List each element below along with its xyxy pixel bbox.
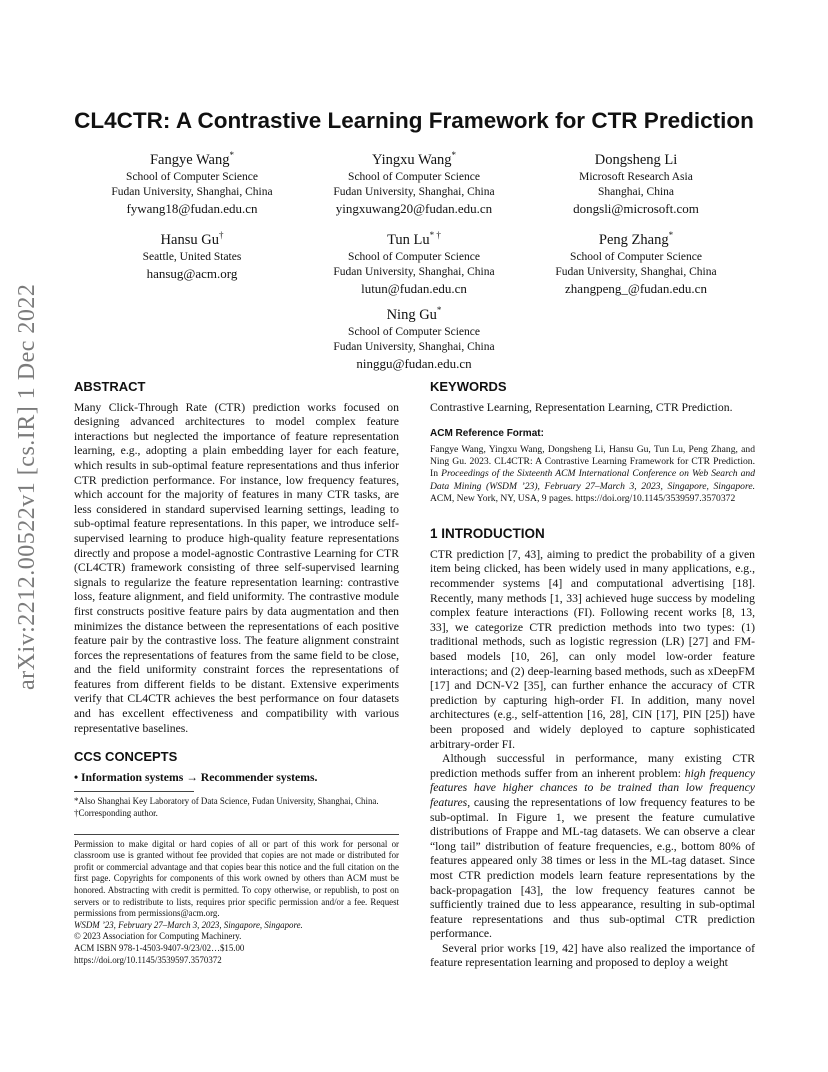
keywords-heading: KEYWORDS	[430, 379, 507, 394]
intro-paragraph-2	[430, 752, 755, 942]
author-mark: *	[668, 230, 674, 241]
paper-title: CL4CTR: A Contrastive Learning Framework for CTR Prediction	[74, 108, 754, 133]
author-name: Yingxu Wang	[371, 152, 452, 168]
author-affiliation: School of Computer Science	[570, 251, 702, 263]
author-block	[284, 230, 544, 297]
venue-line: WSDM ’23, February 27–March 3, 2023, Singapore, Singapore.	[74, 919, 303, 930]
author-affiliation: Fudan University, Shanghai, China	[333, 341, 495, 353]
acm-ref-heading: ACM Reference Format:	[430, 428, 544, 440]
author-email: yingxuwang20@fudan.edu.cn	[335, 201, 493, 216]
author-block	[506, 230, 766, 297]
author-block	[62, 230, 322, 282]
intro-p2-end: , causing the representations of low frequency features to be sub-optimal. In Figure 1, we present the feature cumulative distributions of Frappe and ML-tag datasets. We can observe a clear “long tail” distribution of feature frequencies, e.g., bottom 80% of features appeared only 38 times or less in the ML-tag dataset. Since most CTR prediction models learn feature representations by the back-propagation [43], the low frequency features cannot be sufficiently trained due to less appearance, resulting in sub-optimal feature representations and thus sub-optimal CTR prediction performance.	[430, 795, 755, 941]
author-mark: *	[451, 150, 457, 161]
author-email: ninggu@fudan.edu.cn	[356, 356, 472, 371]
author-affiliation: School of Computer Science	[348, 326, 480, 338]
author-name: Ning Gu	[386, 307, 437, 323]
author-email: fywang18@fudan.edu.cn	[126, 201, 258, 216]
author-mark: †	[218, 230, 224, 241]
author-affiliation: Fudan University, Shanghai, China	[333, 266, 495, 278]
author-name: Tun Lu	[387, 232, 430, 248]
author-email: dongsli@microsoft.com	[573, 201, 699, 216]
author-mark: *	[436, 305, 442, 316]
intro-p2-start: Although successful in performance, many existing CTR prediction methods suffer from an inherent problem:	[430, 752, 755, 780]
author-name: Fangye Wang	[149, 152, 230, 168]
ccs-text: • Information systems → Recommender systems.	[74, 770, 318, 784]
author-affiliation: School of Computer Science	[126, 171, 258, 183]
acm-ref-authors: Fangye Wang, Yingxu Wang, Dongsheng Li, Hansu Gu, Tun Lu, Peng Zhang, and Ning Gu. 2023. CL4CTR: A Contrastive Learning Framework for CTR Prediction. In	[430, 443, 755, 480]
left-column	[74, 380, 399, 966]
intro-p2-emphasis: high frequency features have higher chances to be trained than low frequency features	[430, 766, 755, 809]
author-email: zhangpeng_@fudan.edu.cn	[565, 281, 707, 296]
permission-notice: Permission to make digital or hard copies of all or part of this work for personal or classroom use is granted without fee provided that copies are not made or distributed for profit or commercial advantage and that copies bear this notice and the full citation on the first page. Copyrights for components of this work owned by others than ACM must be honored. Abstracting with credit is permitted. To copy otherwise, or republish, to post on servers or to redistribute to lists, requires prior specific permission and/or a fee. Request permissions from permissions@acm.org.	[74, 838, 399, 919]
author-block	[62, 150, 322, 217]
author-mark: *	[229, 150, 234, 161]
footnote-corresponding: †Corresponding author.	[74, 808, 158, 819]
acm-ref-text	[430, 444, 755, 505]
author-affiliation: Seattle, United States	[142, 251, 242, 263]
author-email: lutun@fudan.edu.cn	[361, 281, 467, 296]
copyright-line: © 2023 Association for Computing Machinery.	[74, 931, 242, 942]
right-column	[430, 380, 755, 971]
keywords-text: Contrastive Learning, Representation Learning, CTR Prediction.	[430, 400, 733, 414]
author-affiliation: Microsoft Research Asia	[579, 171, 693, 183]
author-block	[506, 150, 766, 217]
author-email: hansug@acm.org	[146, 266, 238, 281]
author-mark: * †	[429, 230, 441, 241]
ccs-heading: CCS CONCEPTS	[74, 749, 178, 765]
intro-paragraph-3: Several prior works [19, 42] have also realized the importance of feature representation learning and proposed to deploy a weight	[430, 941, 755, 970]
author-name: Dongsheng Li	[594, 152, 678, 168]
permission-divider	[74, 834, 399, 835]
author-affiliation: Fudan University, Shanghai, China	[111, 186, 273, 198]
abstract-text: Many Click-Through Rate (CTR) prediction works focused on designing advanced architectures to model complex feature interactions but neglected the importance of feature representation learning, e.g., adopting a plain embedding layer for each feature, which results in sub-optimal feature representations and thus inferior CTR prediction performance. For instance, low frequency features, which account for the majority of features in many CTR tasks, are less considered in standard supervised learning settings, leading to sub-optimal feature representations. In this paper, we introduce self-supervised learning to produce high-quality feature representations directly and propose a model-agnostic Contrastive Learning for CTR (CL4CTR) framework consisting of three self-supervised learning signals to regularize the feature representation learning: contrastive loss, feature alignment, and field uniformity. The contrastive module first constructs positive feature pairs by data augmentation and then minimizes the distance between the representations of each positive feature pair by the contrastive loss. The feature alignment constraint forces the representations of features from the same field to be close, and the field uniformity constraint forces the representations of features from different fields to be distant. Extensive experiments verify that CL4CTR achieves the best performance on four datasets and has excellent effectiveness and compatibility with various representative baselines.	[74, 400, 399, 735]
author-affiliation: Shanghai, China	[597, 186, 675, 198]
footnote-divider	[74, 791, 194, 792]
author-affiliation: School of Computer Science	[348, 251, 480, 263]
doi-link[interactable]: https://doi.org/10.1145/3539597.3570372	[74, 954, 222, 965]
footnote-affiliation: *Also Shanghai Key Laboratory of Data Science, Fudan University, Shanghai, China.	[74, 796, 379, 807]
author-affiliation: Fudan University, Shanghai, China	[333, 186, 495, 198]
author-block	[284, 150, 544, 217]
author-affiliation: Fudan University, Shanghai, China	[555, 266, 717, 278]
intro-paragraph-1: CTR prediction [7, 43], aiming to predict the probability of a given item being clicked, has been widely used in many applications, e.g., recommender systems [4] and computational advertising [18]. Recently, many methods [1, 33] achieved huge success by modeling complex feature interactions (FI). Following recent works [8, 13, 33], we categorize CTR prediction methods into two types: (1) traditional methods, such as logistic regression (LR) [27] and FM-based models [10, 26], can only model low-order feature interactions; and (2) deep-learning based methods, such as xDeepFM [17] and DCN-V2 [35], can further enhance the accuracy of CTR prediction by capturing high-order FI. In addition, many novel architectures (e.g., self-attention [16, 28], CIN [17], PIN [25]) have been proposed and widely deployed to capture sophisticated arbitrary-order FI.	[430, 547, 755, 751]
author-name: Peng Zhang	[598, 232, 669, 248]
introduction-heading: 1 INTRODUCTION	[430, 526, 545, 542]
abstract-heading: ABSTRACT	[74, 379, 146, 394]
acm-ref-proceedings: Proceedings of the Sixteenth ACM International Conference on Web Search and Data Mining (WSDM ’23), February 27–March 3, 2023, Singapore, Singapore.	[430, 468, 756, 492]
author-name: Hansu Gu	[160, 232, 219, 248]
author-affiliation: School of Computer Science	[348, 171, 480, 183]
isbn-line: ACM ISBN 978-1-4503-9407-9/23/02…$15.00	[74, 942, 245, 953]
arxiv-identifier: arXiv:2212.00522v1 [cs.IR] 1 Dec 2022	[14, 283, 40, 690]
acm-ref-publisher: ACM, New York, NY, USA, 9 pages. https://doi.org/10.1145/3539597.3570372	[430, 492, 736, 504]
author-block	[284, 305, 544, 372]
